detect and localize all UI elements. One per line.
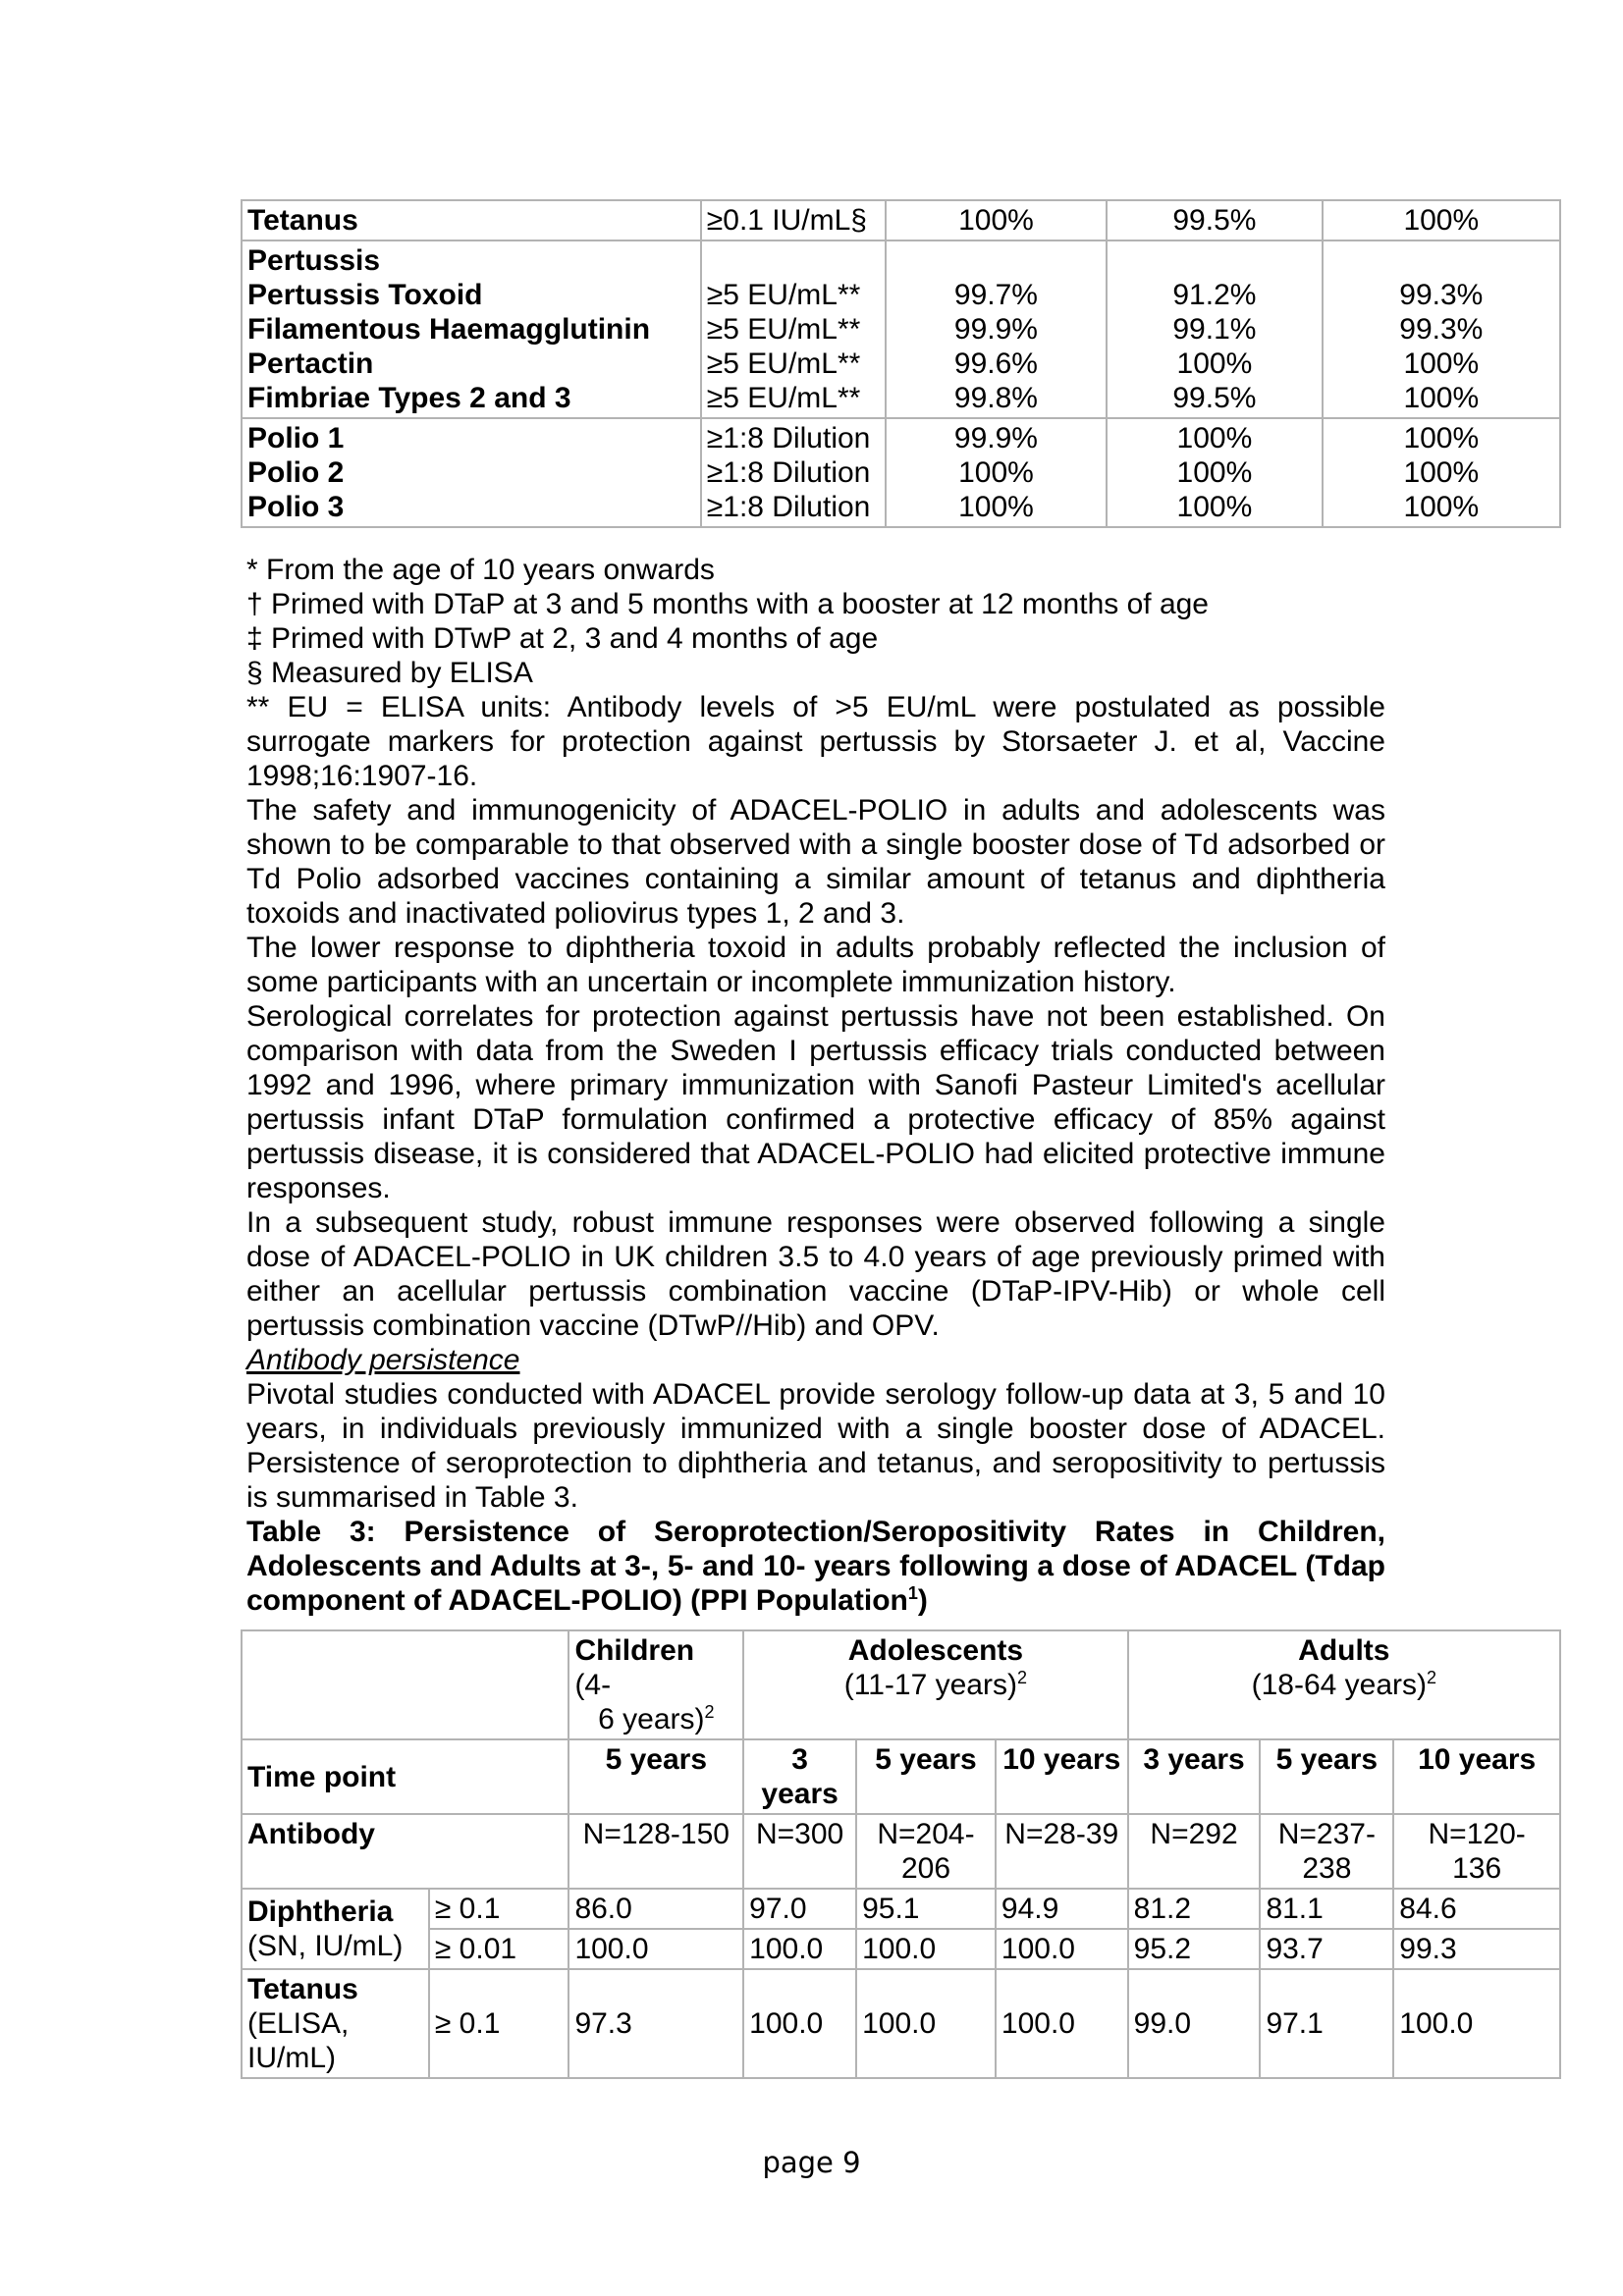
row-label: Antibody: [242, 1814, 568, 1889]
value-cell: 100.0: [1393, 1969, 1560, 2078]
value-cell: 86.0: [568, 1889, 743, 1929]
timepoint-cell: 5 years: [568, 1739, 743, 1814]
antigen-cell: [242, 418, 701, 527]
criterion-cell: [701, 418, 886, 527]
value: 99.7%: [953, 279, 1038, 311]
value-cell: 95.1: [856, 1889, 996, 1929]
value-cell: 99.3: [1393, 1929, 1560, 1969]
n-cell: N=237- 238: [1260, 1814, 1393, 1889]
value-cell: 100.0: [743, 1969, 856, 2078]
value-cell: 81.2: [1128, 1889, 1261, 1929]
table-row: [242, 1630, 1560, 1739]
n-cell: N=300: [743, 1814, 856, 1889]
table-row: [242, 1814, 1560, 1889]
value: 100%: [1176, 347, 1253, 380]
value-cell: 100.0: [743, 1929, 856, 1969]
value: 100%: [1176, 456, 1253, 489]
value-cell: [886, 240, 1107, 418]
timepoint-cell: 10 years: [996, 1739, 1128, 1814]
antigen-name: Fimbriae Types 2 and 3: [247, 382, 571, 414]
n-cell: N=120- 136: [1393, 1814, 1560, 1889]
value-cell: 100.0: [996, 1969, 1128, 2078]
antigen-name: Pertussis Toxoid: [247, 279, 483, 311]
antigen-name: Polio 1: [247, 422, 345, 454]
paragraph: Pivotal studies conducted with ADACEL provide serology follow-up data at 3, 5 and 10 years, in individuals previously immunized with a single booster dose of ADACEL. Persistence of seroprotection to diphtheria and tetanus, and seropositivity to pertussis is summarised in Table 3.: [246, 1378, 1385, 1514]
caption-superscript: 1: [907, 1583, 918, 1603]
paragraph: In a subsequent study, robust immune responses were observed following a single dose of ADACEL-POLIO in UK children 3.5 to 4.0 years of age previously primed with either an acellular pertussis combination vaccine (DTaP-IPV-Hib) or whole cell pertussis combination vaccine (DTwP//Hib) and OPV.: [246, 1206, 1385, 1342]
paragraph: The lower response to diphtheria toxoid in adults probably reflected the inclusion of some participants with an uncertain or incomplete immunization history.: [246, 932, 1385, 998]
value: 99.1%: [1172, 313, 1257, 346]
table-caption: [246, 1515, 1385, 1618]
caption-text: Table 3: Persistence of Seroprotection/Seropositivity Rates in Children, Adolescents and Adults at 3-, 5- and 10- years following a dose of ADACEL (Tdap component of ADACEL-POLIO) (PPI Population: [246, 1516, 1385, 1617]
body-text: [246, 553, 1385, 1618]
criterion: ≥5 EU/mL**: [706, 347, 861, 380]
value: 100%: [1403, 456, 1480, 489]
value: 99.3%: [1399, 279, 1484, 311]
group-header-adults: Adults (18-64 years)$^2$: [1128, 1630, 1560, 1739]
criterion: ≥1:8 Dilution: [706, 456, 871, 489]
value-cell: 93.7: [1260, 1929, 1393, 1969]
value: 99.5%: [1172, 382, 1257, 414]
criterion: ≥1:8 Dilution: [706, 491, 871, 523]
value-cell: 100.0: [568, 1929, 743, 1969]
value-cell: 100%: [1323, 200, 1560, 240]
antigen-cell: Tetanus: [242, 200, 701, 240]
value: 100%: [1176, 491, 1253, 523]
table-row: [242, 200, 1560, 240]
table-row: [242, 1929, 1560, 1969]
footnote: ‡ Primed with DTwP at 2, 3 and 4 months of age: [246, 622, 879, 655]
n-cell: N=28-39: [996, 1814, 1128, 1889]
timepoint-cell: 3 years: [1128, 1739, 1261, 1814]
footnote: * From the age of 10 years onwards: [246, 554, 715, 586]
criterion: ≥5 EU/mL**: [706, 279, 861, 311]
value-cell: [1323, 240, 1560, 418]
criterion: ≥5 EU/mL**: [706, 382, 861, 414]
value: 99.9%: [953, 313, 1038, 346]
criterion-cell: [701, 240, 886, 418]
value-cell: 94.9: [996, 1889, 1128, 1929]
criterion: ≥5 EU/mL**: [706, 313, 861, 346]
threshold-cell: ≥ 0.1: [429, 1889, 569, 1929]
antigen-cell: Diphtheria (SN, IU/mL): [242, 1889, 429, 1969]
value-cell: 84.6: [1393, 1889, 1560, 1929]
antigen-name: Pertactin: [247, 347, 374, 380]
empty-header-cell: [242, 1630, 568, 1739]
table-row: [242, 1969, 1560, 2078]
value-cell: [1107, 240, 1322, 418]
threshold-cell: ≥ 0.01: [429, 1929, 569, 1969]
value-cell: 100%: [886, 200, 1107, 240]
footnote: ** EU = ELISA units: Antibody levels of >5 EU/mL were postulated as possible surrogate markers for protection against pertussis by Storsaeter J. et al, Vaccine 1998;16:1907-16.: [246, 691, 1385, 792]
group-header-adolescents: Adolescents (11-17 years)$^2$: [743, 1630, 1127, 1739]
value: 99.8%: [953, 382, 1038, 414]
value-cell: 100.0: [856, 1969, 996, 2078]
criterion: ≥1:8 Dilution: [706, 422, 871, 454]
value-cell: 81.1: [1260, 1889, 1393, 1929]
value: 100%: [958, 456, 1034, 489]
value-cell: 99.5%: [1107, 200, 1322, 240]
seroresponse-table: [241, 199, 1561, 528]
table-row: [242, 240, 1560, 418]
timepoint-cell: 3 years: [743, 1739, 856, 1814]
persistence-table: [241, 1629, 1561, 2079]
value-cell: 100.0: [856, 1929, 996, 1969]
antigen-name: Filamentous Haemagglutinin: [247, 313, 651, 346]
value-cell: 97.3: [568, 1969, 743, 2078]
group-header-children: Children (4- 6 years)$^2$: [568, 1630, 743, 1739]
value-cell: [1107, 418, 1322, 527]
antigen-cell: Tetanus (ELISA, IU/mL): [242, 1969, 429, 2078]
paragraph: Serological correlates for protection against pertussis have not been established. On comparison with data from the Sweden I pertussis efficacy trials conducted between 1992 and 1996, where primary immunization with Sanofi Pasteur Limited's acellular pertussis infant DTaP formulation confirmed a protective efficacy of 85% against pertussis disease, it is considered that ADACEL-POLIO had elicited protective immune responses.: [246, 1000, 1385, 1204]
value-cell: 99.0: [1128, 1969, 1261, 2078]
antigen-name: Polio 2: [247, 456, 345, 489]
value-cell: 95.2: [1128, 1929, 1261, 1969]
n-cell: N=204- 206: [856, 1814, 996, 1889]
value: 100%: [1403, 422, 1480, 454]
value: 100%: [958, 491, 1034, 523]
paragraph: The safety and immunogenicity of ADACEL-POLIO in adults and adolescents was shown to be comparable to that observed with a single booster dose of Td adsorbed or Td Polio adsorbed vaccines containing a similar amount of tetanus and diphtheria toxoids and inactivated poliovirus types 1, 2 and 3.: [246, 794, 1385, 930]
value-cell: [886, 418, 1107, 527]
n-cell: N=128-150: [568, 1814, 743, 1889]
value: 100%: [1403, 382, 1480, 414]
table-row: [242, 418, 1560, 527]
criterion-cell: ≥0.1 IU/mL§: [701, 200, 886, 240]
value: 100%: [1403, 491, 1480, 523]
value: 91.2%: [1172, 279, 1257, 311]
timepoint-cell: 5 years: [1260, 1739, 1393, 1814]
value: 99.6%: [953, 347, 1038, 380]
value: 100%: [1403, 347, 1480, 380]
table-row: [242, 1739, 1560, 1814]
antigen-name: Polio 3: [247, 491, 345, 523]
n-cell: N=292: [1128, 1814, 1261, 1889]
value: 99.9%: [953, 422, 1038, 454]
table-row: [242, 1889, 1560, 1929]
caption-end: ): [917, 1584, 928, 1617]
value-cell: [1323, 418, 1560, 527]
value: 100%: [1176, 422, 1253, 454]
timepoint-cell: 5 years: [856, 1739, 996, 1814]
section-heading: Antibody persistence: [246, 1344, 520, 1376]
threshold-cell: ≥ 0.1: [429, 1969, 569, 2078]
antigen-cell: [242, 240, 701, 418]
footnote: † Primed with DTaP at 3 and 5 months with a booster at 12 months of age: [246, 588, 1209, 620]
value-cell: 97.1: [1260, 1969, 1393, 2078]
timepoint-cell: 10 years: [1393, 1739, 1560, 1814]
value-cell: 97.0: [743, 1889, 856, 1929]
group-header: Pertussis: [247, 244, 381, 277]
footnote: § Measured by ELISA: [246, 657, 533, 689]
page-number: page 9: [762, 2146, 861, 2179]
row-label: Time point: [242, 1739, 568, 1814]
value-cell: 100.0: [996, 1929, 1128, 1969]
value: 99.3%: [1399, 313, 1484, 346]
